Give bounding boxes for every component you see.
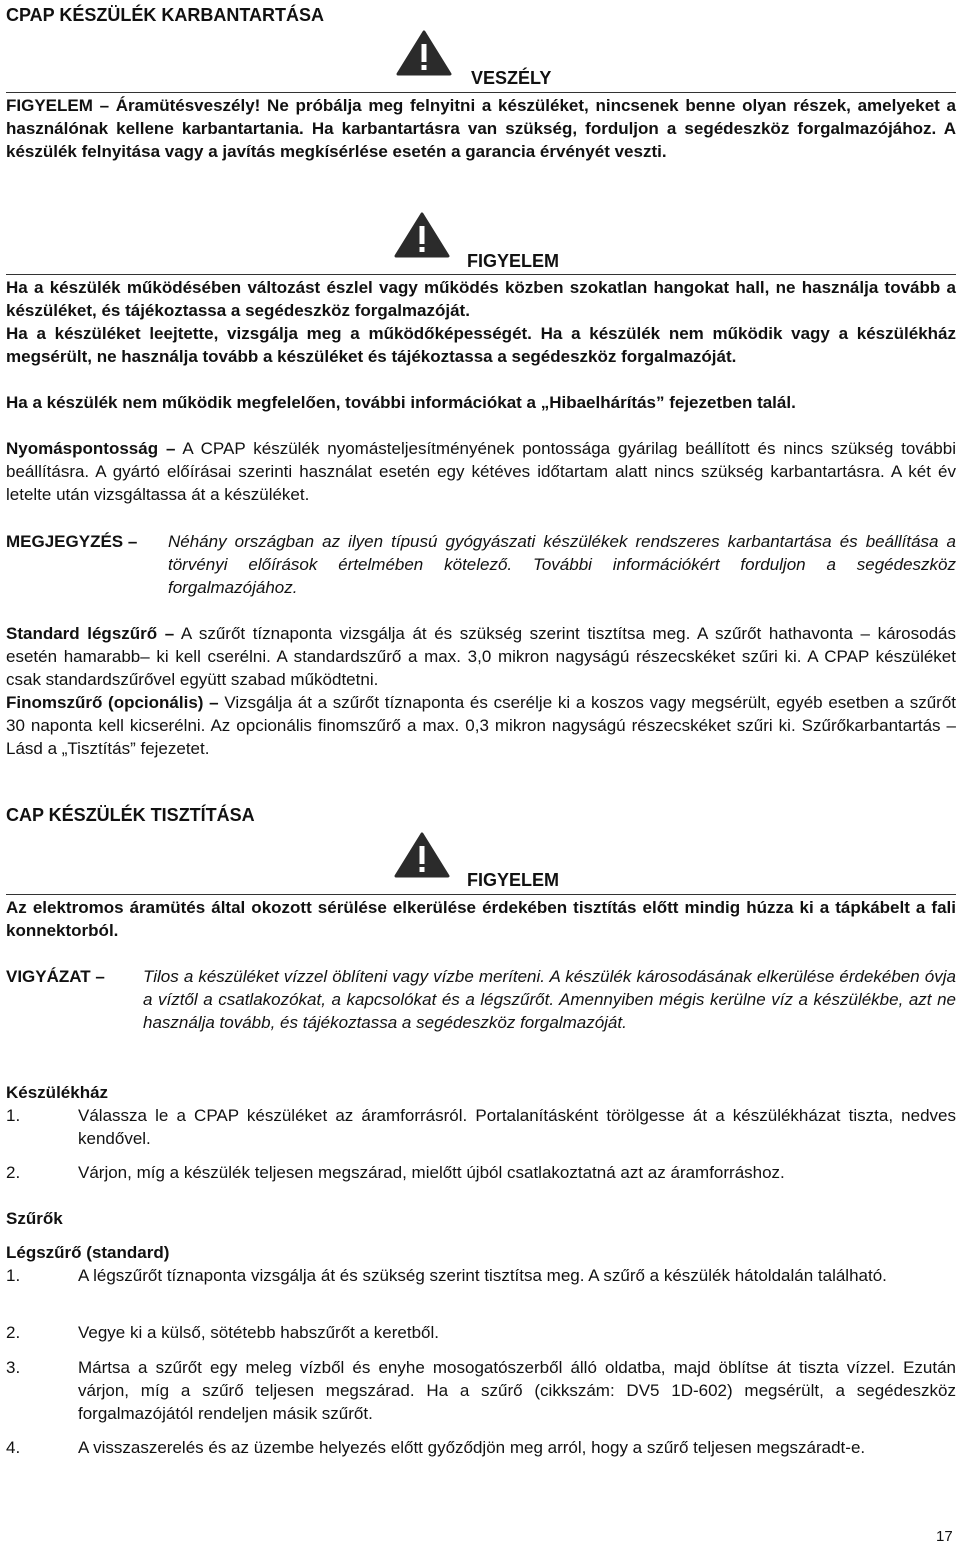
- cleaning-warning-heading: FIGYELEM: [467, 870, 560, 890]
- standard-filter-text: A szűrőt tíznaponta vizsgálja át és szükség szerint tisztítsa meg. A szűrőt hathavonta – károsodás esetén hamarabb– ki kell cserélni. A standardszűrő a max. 3,0 mikron nagyságú részecskéket szűri ki. A CPAP készüléket csak standardszűrővel együtt szabad működtetni.: [6, 624, 957, 689]
- list-item: Mártsa a szűrőt egy meleg vízből és enyhe mosogatószerből álló oldatba, majd öblítse át tiszta vízzel. Ezután várjon, míg a szűrő teljesen megszárad. Ha a szűrő (cikkszám: DV5 1D-602) megsérült, a segédeszköz forgalmazójától rendeljen másik szűrőt.: [78, 1358, 956, 1423]
- standard-filter-paragraph: [6, 622, 956, 691]
- standard-filter-lead: Standard légszűrő –: [6, 624, 175, 643]
- note-text: Néhány országban az ilyen típusú gyógyászati készülékek rendszeres karbantartása és beállítása a törvényi előírások értelmében kötelező. További információkért forduljon a segédeszköz forgalmazójához.: [168, 532, 956, 597]
- housing-title: Készülékház: [6, 1083, 109, 1102]
- danger-heading: VESZÉLY: [471, 68, 552, 88]
- divider: [6, 274, 956, 275]
- warning-paragraph-3: Ha a készülék nem működik megfelelően, további információkat a „Hibaelhárítás” fejezetben talál.: [6, 393, 796, 412]
- pressure-text: A CPAP készülék nyomásteljesítményének pontossága gyárilag beállított és nincs szükség további beállításra. A gyártó előírásai szerinti használat esetén egy kétéves időtartam alatt nincs szükség karbantartásra. A két év letelte után vizsgáltassa át a készüléket.: [6, 439, 956, 504]
- pressure-lead: Nyomáspontosság –: [6, 439, 176, 458]
- warning-paragraph-2: Ha a készüléket leejtette, vizsgálja meg a működőképességét. Ha a készülék nem működik vagy a készülékház megsérült, ne használja tovább a készüléket és tájékoztassa a segédeszköz forgalmazóját.: [6, 324, 956, 366]
- section-title-cleaning: CAP KÉSZÜLÉK TISZTÍTÁSA: [6, 805, 255, 825]
- danger-text: Ne próbálja meg felnyitni a készüléket, nincsenek benne olyan részek, amelyeket a használónak kellene karbantartania. Ha karbantartásra van szükség, forduljon a segédeszköz forgalmazójához. A készülék felnyitása vagy a javítás megkísérlése esetén a garancia érvényét veszti.: [6, 96, 956, 161]
- fine-filter-paragraph: [6, 691, 956, 760]
- warning-heading: FIGYELEM: [467, 251, 560, 271]
- fine-filter-lead: Finomszűrő (opcionális) –: [6, 693, 219, 712]
- list-item: Várjon, míg a készülék teljesen megszárad, mielőtt újból csatlakoztatná azt az áramforráshoz.: [78, 1163, 785, 1182]
- list-item: A visszaszerelés és az üzembe helyezés előtt győződjön meg arról, hogy a szűrő teljesen megszáradt-e.: [78, 1438, 866, 1457]
- danger-lead: FIGYELEM – Áramütésveszély!: [6, 96, 261, 115]
- list-number: 3.: [6, 1358, 21, 1377]
- fine-filter-text: Vizsgálja át a szűrőt tíznaponta és cserélje ki a koszos vagy megsérült, egyéb esetben a szűrőt 30 naponta kell kicserélni. Az opcionális finomszűrő a max. 0,3 mikron nagyságú részecskéket szűri ki. Szűrőkarbantartás – Lásd a „Tisztítás” fejezetet.: [6, 693, 957, 758]
- list-number: 2.: [6, 1323, 21, 1342]
- list-item: Válassza le a CPAP készüléket az áramforrásról. Portalanításként törölgesse át a készülékházat tiszta, nedves kendővel.: [78, 1106, 956, 1148]
- list-number: 4.: [6, 1438, 21, 1457]
- caution-text: Tilos a készüléket vízzel öblíteni vagy vízbe meríteni. A készülék károsodásának elkerülése érdekében óvja a víztől a csatlakozókat, a kapcsolókat és a légszűrőt. Amennyiben mégis kerülne víz a készülékbe, azt ne használja tovább, és tájékoztassa a segédeszköz forgalmazóját.: [143, 967, 956, 1032]
- page-number: 17: [936, 1528, 953, 1545]
- cleaning-warning-text: Az elektromos áramütés által okozott sérülése elkerülése érdekében tisztítás előtt mindig húzza ki a tápkábelt a fali konnektorból.: [6, 898, 956, 940]
- pressure-paragraph: [6, 437, 956, 506]
- danger-paragraph: [6, 94, 956, 163]
- list-number: 1.: [6, 1266, 21, 1285]
- note-lead: MEGJEGYZÉS –: [6, 532, 138, 551]
- air-filter-subtitle: Légszűrő (standard): [6, 1243, 170, 1262]
- list-item: A légszűrőt tíznaponta vizsgálja át és szükség szerint tisztítsa meg. A szűrő a készülék hátoldalán található.: [78, 1266, 887, 1285]
- divider: [6, 92, 956, 93]
- divider: [6, 894, 956, 895]
- list-number: 2.: [6, 1163, 21, 1182]
- section-title-maintenance: CPAP KÉSZÜLÉK KARBANTARTÁSA: [6, 5, 325, 25]
- filters-title: Szűrők: [6, 1209, 63, 1228]
- list-item: Vegye ki a külső, sötétebb habszűrőt a keretből.: [78, 1323, 440, 1342]
- warning-triangle-icon: [394, 832, 450, 878]
- list-number: 1.: [6, 1106, 21, 1125]
- warning-triangle-icon: [396, 30, 452, 76]
- caution-lead: VIGYÁZAT –: [6, 967, 105, 986]
- warning-triangle-icon: [394, 212, 450, 258]
- warning-paragraph-1: Ha a készülék működésében változást észlel vagy működés közben szokatlan hangokat hall, ne használja tovább a készüléket, és tájékoztassa a segédeszköz forgalmazóját.: [6, 278, 956, 320]
